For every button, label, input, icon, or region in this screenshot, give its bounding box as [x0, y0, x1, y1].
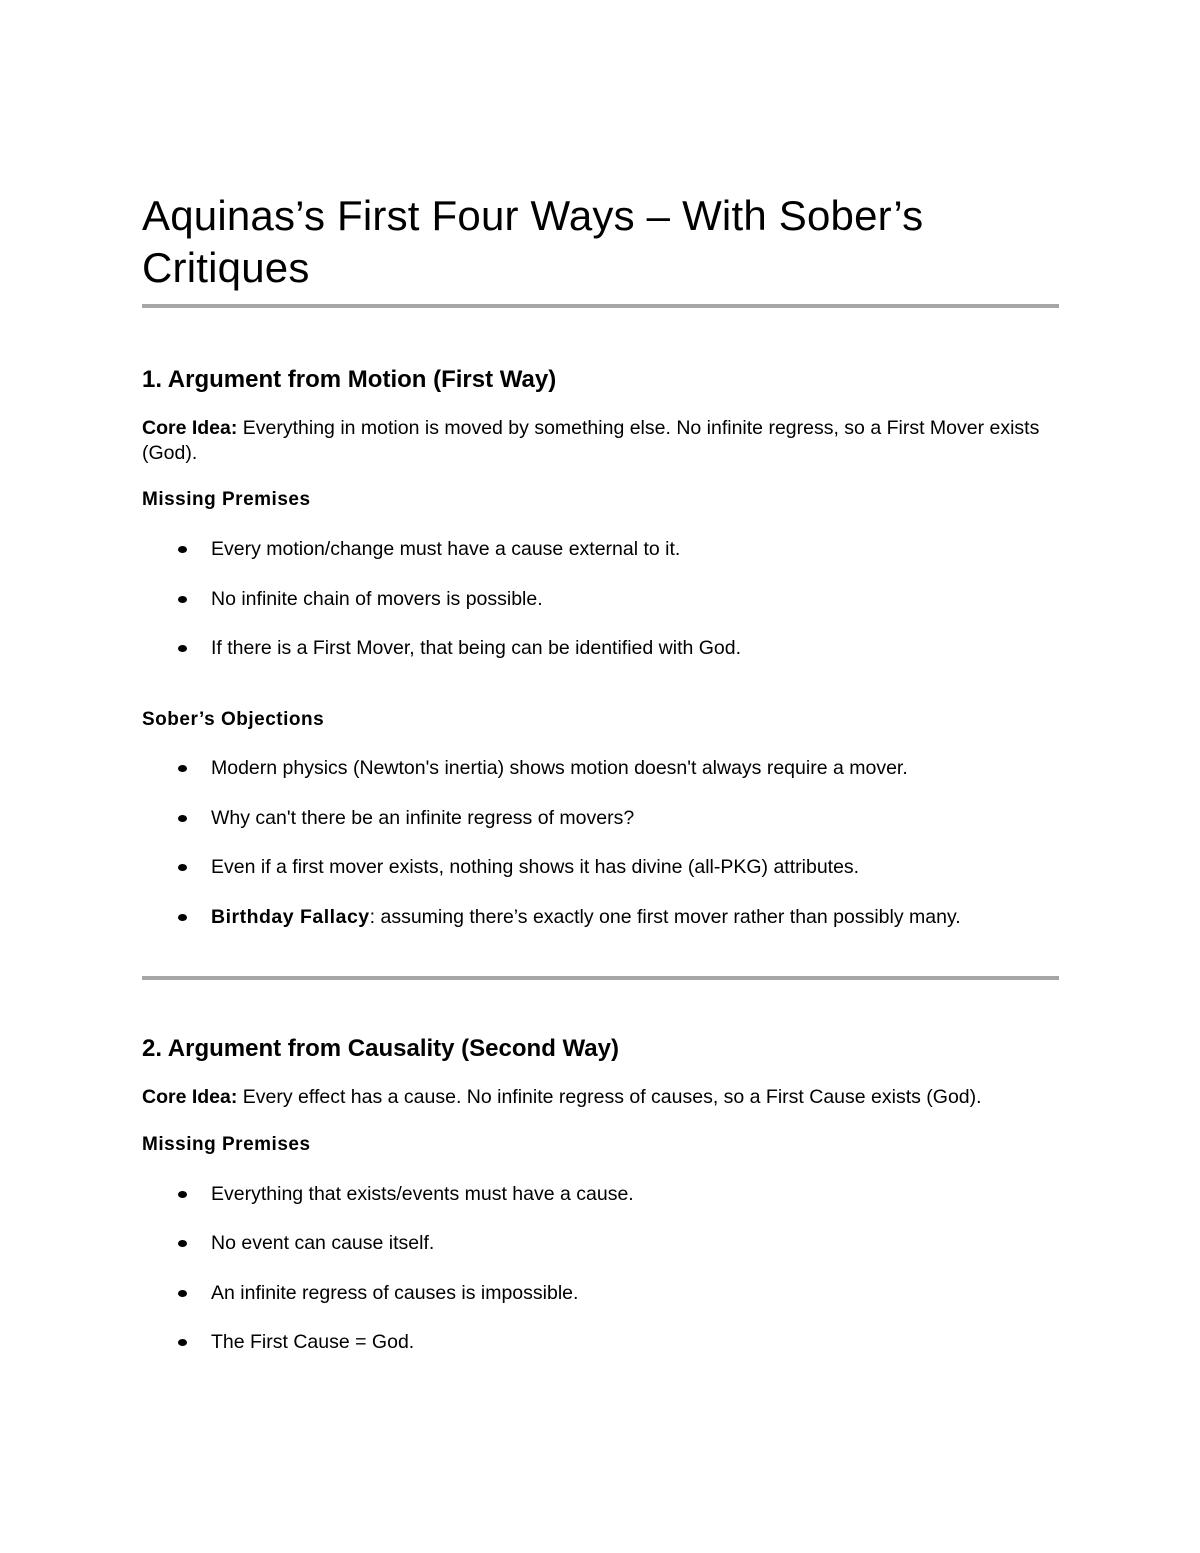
core-idea-label: Core Idea:	[142, 417, 238, 439]
bullet-icon	[178, 765, 187, 772]
objections-heading: Sober’s Objections	[142, 709, 325, 730]
core-idea-text: Every effect has a cause. No infinite regress of causes, so a First Cause exists (God).	[237, 1085, 982, 1108]
section-argument-from-motion	[142, 365, 1059, 930]
section-argument-from-causality	[142, 1034, 1059, 1356]
list-item	[142, 855, 1059, 880]
bullet-icon	[178, 645, 187, 652]
document-title	[142, 190, 1059, 294]
document-page	[142, 190, 1059, 1355]
document-title-line-2: Critiques	[142, 244, 310, 291]
bullet-icon	[178, 1240, 187, 1247]
bullet-icon	[178, 1191, 187, 1198]
list-item-text: Every motion/change must have a cause external to it.	[211, 538, 681, 560]
bullet-icon	[178, 546, 187, 553]
list-item-text: Modern physics (Newton's inertia) shows motion doesn't always require a mover.	[211, 757, 908, 779]
title-divider	[142, 304, 1059, 308]
list-item-text: Why can't there be an infinite regress of movers?	[211, 806, 635, 829]
list-item-text: The First Cause = God.	[211, 1331, 415, 1353]
list-item	[142, 1182, 1059, 1207]
list-item	[142, 636, 1059, 661]
list-item	[142, 537, 1059, 562]
list-item	[142, 587, 1059, 612]
missing-premises-heading: Missing Premises	[142, 1133, 311, 1155]
core-idea	[142, 1085, 1059, 1110]
missing-premises-list	[142, 537, 1059, 661]
list-item	[142, 1281, 1059, 1306]
section-divider	[142, 976, 1059, 980]
bullet-icon	[178, 815, 187, 822]
section-heading: 2. Argument from Causality (Second Way)	[142, 1034, 619, 1062]
list-item	[142, 756, 1059, 781]
list-item-text: : assuming there’s exactly one first mover rather than possibly many.	[369, 905, 961, 928]
bullet-icon	[178, 914, 187, 921]
list-item	[142, 1231, 1059, 1256]
list-item-text: Everything that exists/events must have a cause.	[211, 1182, 634, 1205]
list-item	[142, 1330, 1059, 1355]
list-item	[142, 806, 1059, 831]
list-item-text: No infinite chain of movers is possible.	[211, 587, 543, 610]
core-idea-text: Everything in motion is moved by something else. No infinite regress, so a First Mover exists (God).	[142, 417, 1040, 464]
list-item-text: Even if a first mover exists, nothing shows it has divine (all-PKG) attributes.	[211, 856, 860, 878]
list-item-text: An infinite regress of causes is impossible.	[211, 1281, 579, 1304]
list-item	[142, 905, 1059, 930]
list-item-text: No event can cause itself.	[211, 1232, 435, 1254]
fallacy-term: Birthday Fallacy	[211, 905, 370, 928]
bullet-icon	[178, 864, 187, 871]
document-title-line-1: Aquinas’s First Four Ways – With Sober’s	[142, 192, 924, 239]
bullet-icon	[178, 1290, 187, 1297]
objections-list	[142, 756, 1059, 930]
missing-premises-list	[142, 1182, 1059, 1356]
list-item-text: If there is a First Mover, that being can be identified with God.	[211, 637, 742, 659]
bullet-icon	[178, 1339, 187, 1346]
core-idea	[142, 416, 1059, 466]
bullet-icon	[178, 596, 187, 603]
core-idea-label: Core Idea:	[142, 1085, 238, 1108]
missing-premises-heading: Missing Premises	[142, 489, 311, 510]
section-heading: 1. Argument from Motion (First Way)	[142, 366, 557, 393]
